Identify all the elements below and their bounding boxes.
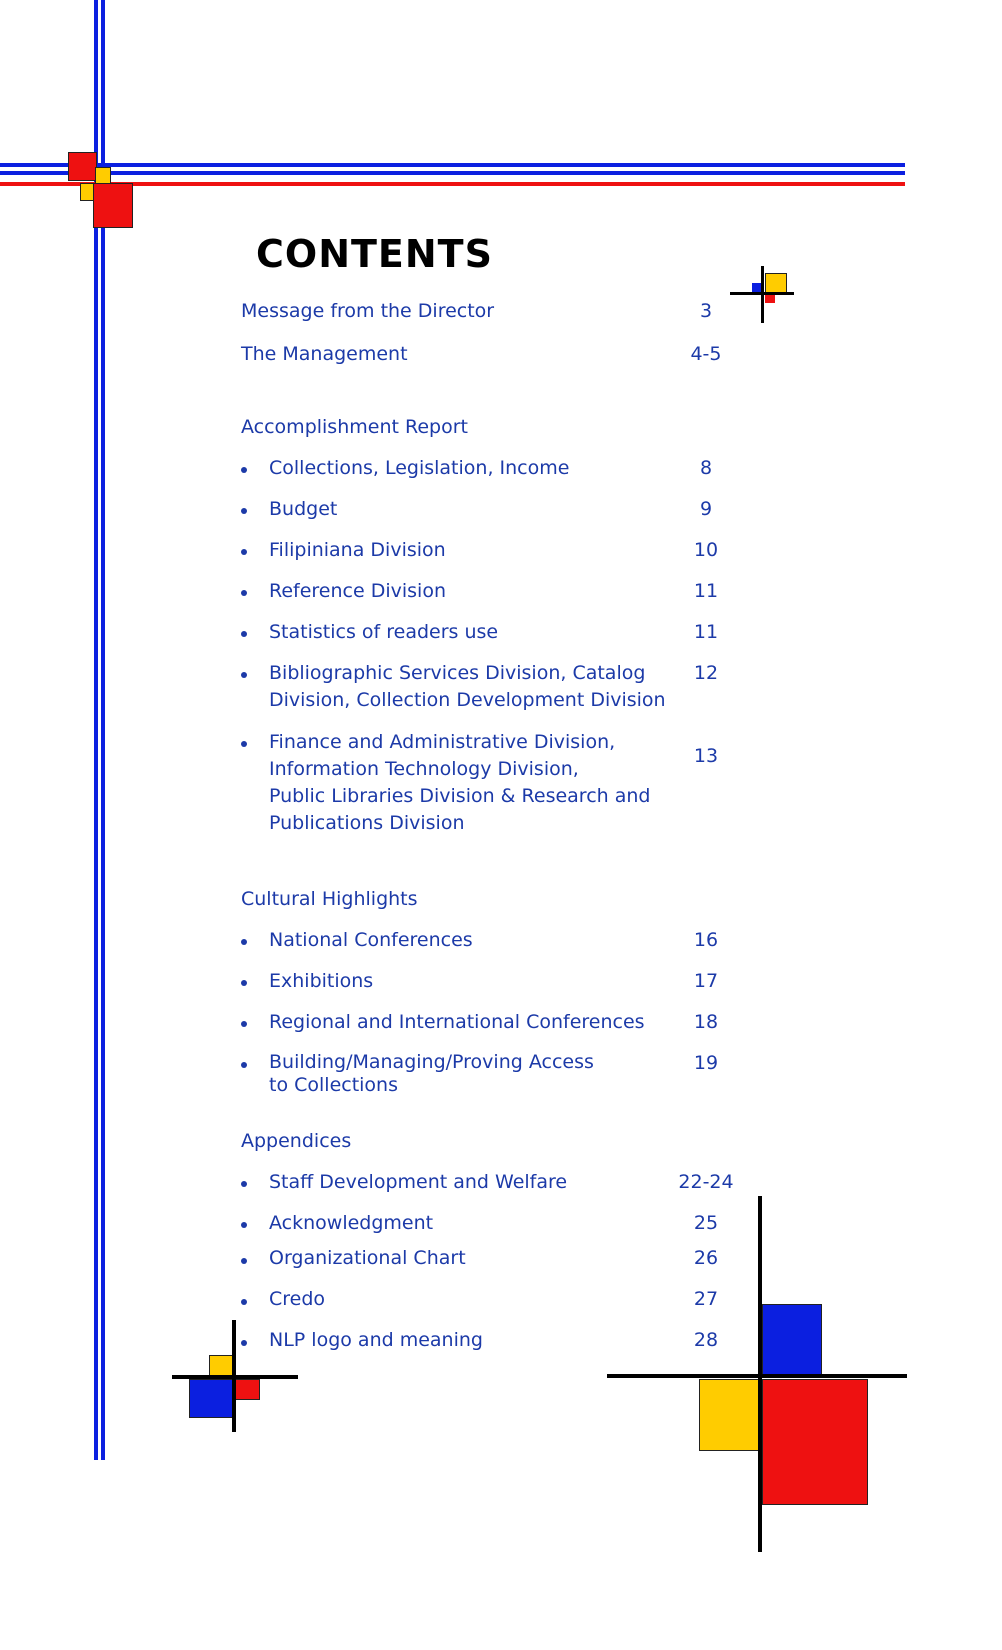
toc-entry-page: 17 xyxy=(693,970,719,992)
top-right-red-square xyxy=(765,294,775,303)
toc-entry-page: 4-5 xyxy=(690,343,722,365)
bottom-left-cross-vertical xyxy=(232,1320,236,1432)
toc-entry-label: National Conferences xyxy=(269,929,473,951)
toc-entry-page: 22-24 xyxy=(678,1171,734,1193)
toc-entry-page: 26 xyxy=(693,1247,719,1269)
bullet-icon xyxy=(241,1258,247,1264)
toc-entry-page: 16 xyxy=(693,929,719,951)
bullet-icon xyxy=(241,467,247,473)
toc-entry-label: Building/Managing/Proving Access xyxy=(269,1051,594,1073)
bullet-icon xyxy=(241,741,247,747)
toc-entry-label: Message from the Director xyxy=(241,300,495,322)
bullet-icon xyxy=(241,1340,247,1346)
toc-entry-label: The Management xyxy=(241,343,408,365)
toc-entry-page: 8 xyxy=(699,457,713,479)
bullet-icon xyxy=(241,1299,247,1305)
toc-entry-page: 28 xyxy=(693,1329,719,1351)
top-left-red-square-small xyxy=(68,152,97,181)
toc-entry-page: 10 xyxy=(693,539,719,561)
top-left-yellow-square-2 xyxy=(95,167,111,184)
toc-entry-label: Bibliographic Services Division, Catalog xyxy=(269,662,646,684)
top-right-cross-vertical xyxy=(761,266,764,323)
bullet-icon xyxy=(241,980,247,986)
bottom-right-cross-vertical xyxy=(758,1196,762,1552)
top-blue-stripe xyxy=(0,163,905,167)
bottom-right-red-square xyxy=(762,1379,868,1505)
toc-heading-label: Appendices xyxy=(241,1130,352,1152)
top-red-stripe xyxy=(0,182,905,186)
toc-entry-label: Budget xyxy=(269,498,338,520)
toc-entry-label: Regional and International Conferences xyxy=(269,1011,645,1033)
toc-entry-label: NLP logo and meaning xyxy=(269,1329,483,1351)
bullet-icon xyxy=(241,631,247,637)
toc-entry-label-line2: Information Technology Division, xyxy=(269,758,579,780)
toc-entry-page: 27 xyxy=(693,1288,719,1310)
toc-heading-label: Accomplishment Report xyxy=(241,416,468,438)
toc-heading-label: Cultural Highlights xyxy=(241,888,418,910)
toc-entry-label: Staff Development and Welfare xyxy=(269,1171,568,1193)
toc-entry-page: 18 xyxy=(693,1011,719,1033)
toc-entry-page: 19 xyxy=(693,1052,719,1074)
toc-entry-label: Collections, Legislation, Income xyxy=(269,457,570,479)
toc-entry-page: 13 xyxy=(693,745,719,767)
toc-entry-page: 25 xyxy=(693,1212,719,1234)
bullet-icon xyxy=(241,549,247,555)
bottom-right-blue-square xyxy=(762,1304,822,1378)
toc-entry-page: 12 xyxy=(693,662,719,684)
bottom-left-blue-square xyxy=(189,1379,235,1418)
page-title: CONTENTS xyxy=(256,232,493,276)
toc-entry-label: Reference Division xyxy=(269,580,446,602)
toc-entry-label-line3: Public Libraries Division & Research and xyxy=(269,785,651,807)
bullet-icon xyxy=(241,508,247,514)
toc-entry-label: Filipiniana Division xyxy=(269,539,446,561)
toc-entry-page: 11 xyxy=(693,621,719,643)
bottom-right-cross-horizontal xyxy=(607,1374,907,1378)
top-left-red-square-large xyxy=(93,183,133,228)
toc-entry-label: Statistics of readers use xyxy=(269,621,499,643)
bullet-icon xyxy=(241,590,247,596)
toc-entry-label-line4: Publications Division xyxy=(269,812,465,834)
bullet-icon xyxy=(241,1222,247,1228)
toc-entry-label-line2: Division, Collection Development Division xyxy=(269,689,666,711)
toc-entry-label: Acknowledgment xyxy=(269,1212,434,1234)
toc-entry-page: 3 xyxy=(699,300,713,322)
toc-entry-label: Finance and Administrative Division, xyxy=(269,731,616,753)
toc-entry-page: 9 xyxy=(699,498,713,520)
bullet-icon xyxy=(241,1181,247,1187)
toc-entry-label-line2: to Collections xyxy=(269,1074,398,1096)
bottom-right-yellow-square xyxy=(699,1379,761,1451)
bullet-icon xyxy=(241,939,247,945)
toc-entry-label: Exhibitions xyxy=(269,970,374,992)
bullet-icon xyxy=(241,1062,247,1068)
toc-entry-label: Organizational Chart xyxy=(269,1247,466,1269)
toc-entry-page: 11 xyxy=(693,580,719,602)
top-blue-stripe-2 xyxy=(0,171,905,175)
bullet-icon xyxy=(241,672,247,678)
bottom-left-red-square xyxy=(235,1379,260,1400)
bullet-icon xyxy=(241,1021,247,1027)
toc-entry-label: Credo xyxy=(269,1288,326,1310)
